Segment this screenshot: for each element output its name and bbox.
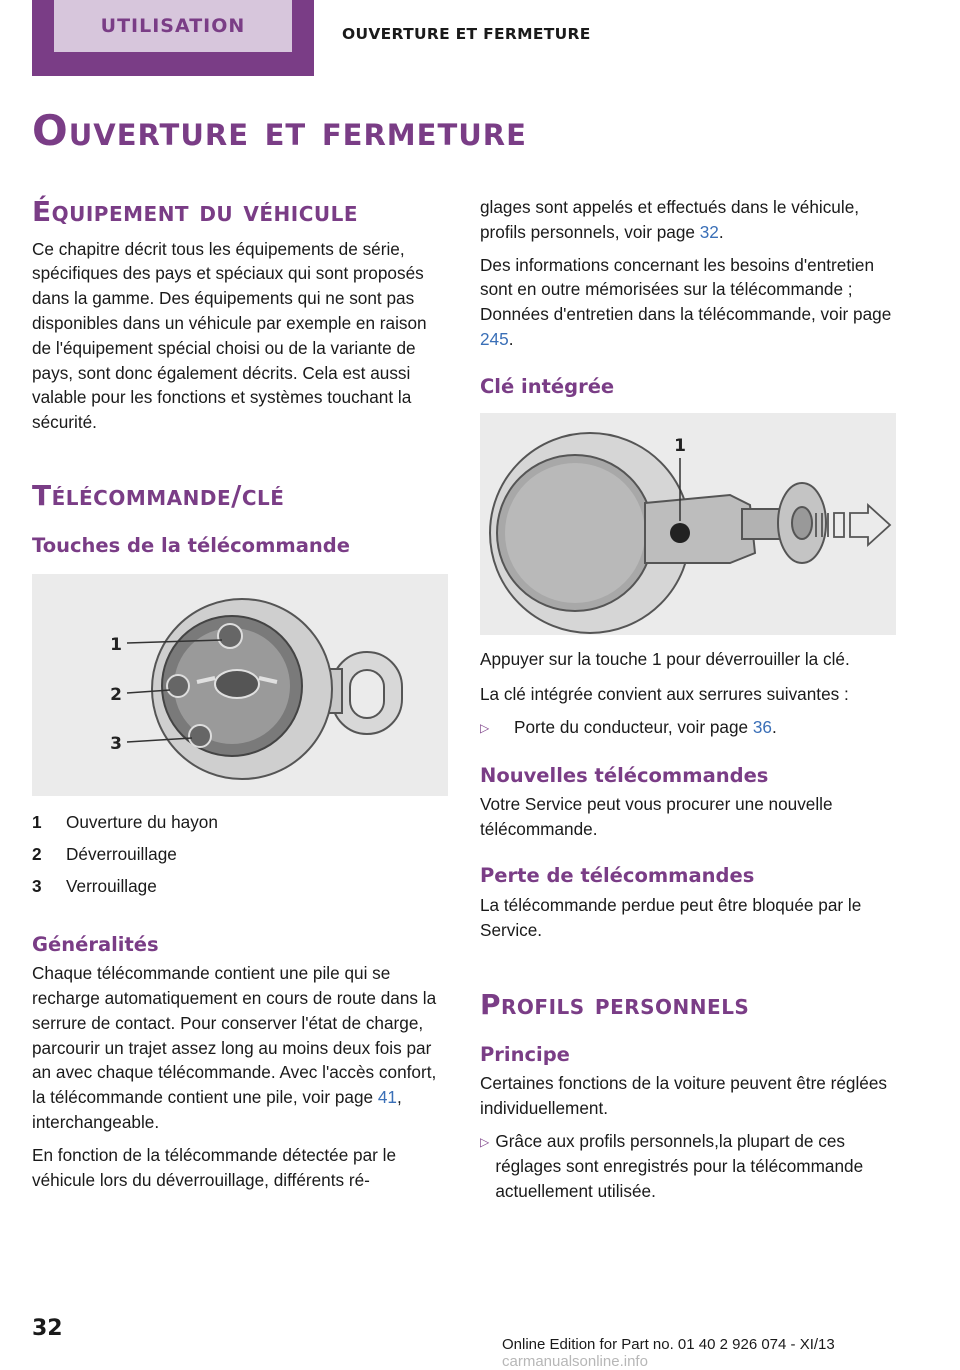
chapter-tab-label: UTILISATION — [54, 0, 292, 52]
general-text-1-b: , interchangeable. — [32, 1087, 402, 1133]
principle-subheading: Principe — [480, 1042, 570, 1066]
bullet-icon: ▷ — [480, 1134, 490, 1149]
integrated-key-heading: Clé intégrée — [480, 374, 615, 398]
new-remotes-heading: Nouvelles télécommandes — [480, 763, 769, 787]
continuation-text-1-a: glages sont appelés et effectués dans le véhicule, profils personnels, voir page — [480, 197, 860, 242]
lost-remotes-text: La télécommande perdue peut être bloquée par le Service. — [480, 894, 862, 940]
right-column — [480, 195, 896, 1203]
edition-text: Online Edition for Part no. 01 40 2 926 074 - XI/13 — [502, 1336, 835, 1353]
page-link-32[interactable]: 32 — [699, 221, 719, 242]
page-title: Ouverture et fermeture — [32, 106, 527, 155]
list-item — [32, 870, 448, 902]
integrated-key-text-2: La clé intégrée convient aux serrures suivantes : — [480, 683, 849, 704]
general-heading: Généralités — [32, 932, 159, 956]
profiles-heading: Profils personnels — [480, 988, 750, 1022]
remote-buttons-subheading: Touches de la télécommande — [32, 533, 350, 557]
callout-1: 1 — [674, 436, 686, 457]
equipment-heading: Équipement du véhicule — [32, 195, 359, 228]
continuation-text-2-a: Des informations concernant les besoins d'entretien sont en outre mémorisées sur la télécommande ; Données d'entretien dans la télécommande, voir page — [480, 254, 892, 325]
item-number: 2 — [32, 843, 42, 864]
list-item — [32, 838, 448, 870]
general-text-1 — [32, 961, 448, 1135]
general-text-1-a: Chaque télécommande contient une pile qui se recharge automatiquement en cours de route dans la serrure de contact. Pour conserver l'état de charge, parcourir un trajet assez long au moins deux fois par an avec chaque télécommande. Avec l'accès confort, la télécommande contient une pile, voir page — [32, 963, 437, 1108]
running-header: OUVERTURE ET FERMETURE — [342, 25, 591, 43]
bullet-text — [514, 715, 777, 741]
list-item — [480, 715, 896, 741]
footer — [502, 1336, 960, 1370]
remote-key-illustration — [32, 574, 448, 796]
callout-3: 3 — [110, 733, 122, 754]
integrated-key-illustration — [480, 413, 896, 635]
integrated-key-text-1: Appuyer sur la touche 1 pour déverrouiller la clé. — [480, 649, 850, 670]
integrated-key-figure — [480, 413, 896, 635]
continuation-text-1-b: . — [718, 221, 724, 242]
page-number: 32 — [32, 1316, 63, 1341]
item-number: 3 — [32, 875, 42, 896]
remote-heading: Télécommande/clé — [32, 478, 285, 512]
continuation-text-2-b: . — [508, 328, 514, 349]
item-label: Ouverture du hayon — [66, 811, 218, 832]
chapter-tab — [32, 0, 314, 76]
bullet-text: Grâce aux profils personnels,la plupart de ces réglages sont enregistrés pour la télécommande actuellement utilisée. — [495, 1130, 864, 1201]
bullet-text-a: Porte du conducteur, voir page — [514, 716, 753, 737]
remote-buttons-list — [32, 806, 448, 902]
item-number: 1 — [32, 811, 42, 832]
bullet-text-b: . — [772, 716, 777, 737]
page-link-36[interactable]: 36 — [752, 716, 772, 737]
page-link-41[interactable]: 41 — [377, 1087, 397, 1108]
new-remotes-text: Votre Service peut vous procurer une nouvelle télécommande. — [480, 793, 833, 839]
page-link-245[interactable]: 245 — [480, 328, 509, 349]
continuation-text-2 — [480, 253, 896, 352]
list-item — [32, 806, 448, 838]
lost-remotes-heading: Perte de télécommandes — [480, 864, 755, 888]
bullet-icon: ▷ — [480, 720, 490, 735]
continuation-text-1 — [480, 195, 896, 245]
callout-1: 1 — [110, 634, 122, 655]
left-column — [32, 195, 448, 1192]
item-label: Déverrouillage — [66, 843, 177, 864]
callout-2: 2 — [110, 684, 122, 705]
list-item — [480, 1129, 896, 1203]
equipment-text: Ce chapitre décrit tous les équipements de série, spécifiques des pays et spéciaux qui sont proposés dans la gamme. Des équipements qui ne sont pas disponibles dans un véhicule par exemple en raison de l'équipement spécial choisi ou de la variante de pays, sont donc également décrits. Cela est aussi valable pour les fonctions et systèmes touchant la sécurité. — [32, 238, 427, 433]
item-label: Verrouillage — [66, 875, 157, 896]
source-url: carmanualsonline.info — [502, 1353, 648, 1370]
profiles-text: Certaines fonctions de la voiture peuvent être réglées individuellement. — [480, 1073, 888, 1119]
general-text-2: En fonction de la télécommande détectée par le véhicule lors du déverrouillage, différents ré- — [32, 1144, 397, 1190]
remote-buttons-figure — [32, 574, 448, 796]
